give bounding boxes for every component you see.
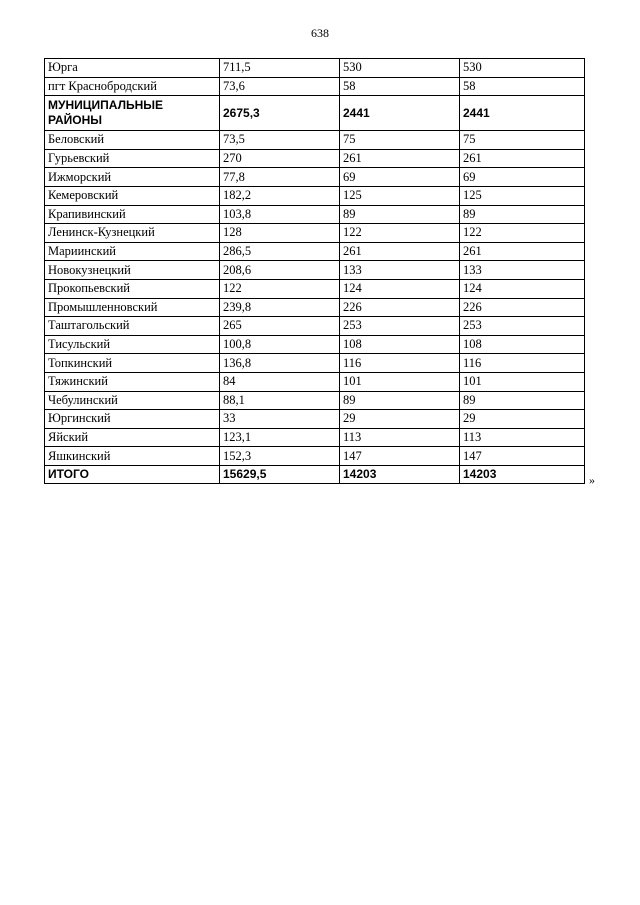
table-row (45, 186, 585, 205)
value-3-cell: 133 (460, 261, 585, 280)
region-name-cell: Мариинский (45, 242, 220, 261)
region-name-cell: Тисульский (45, 335, 220, 354)
value-1-cell: 208,6 (220, 261, 340, 280)
region-name-cell: Яйский (45, 428, 220, 447)
value-3-cell: 253 (460, 317, 585, 336)
value-1-cell: 15629,5 (220, 465, 340, 484)
value-2-cell: 261 (340, 149, 460, 168)
table-row (45, 410, 585, 429)
region-name-cell: Ижморский (45, 168, 220, 187)
table-row (45, 428, 585, 447)
value-3-cell: 226 (460, 298, 585, 317)
region-name-cell: Юргинский (45, 410, 220, 429)
region-name-cell: Гурьевский (45, 149, 220, 168)
value-3-cell: 113 (460, 428, 585, 447)
value-3-cell: 69 (460, 168, 585, 187)
table-row (45, 224, 585, 243)
page-number: 638 (311, 26, 329, 40)
value-2-cell: 89 (340, 391, 460, 410)
table-row (45, 131, 585, 150)
value-2-cell: 122 (340, 224, 460, 243)
value-1-cell: 2675,3 (220, 96, 340, 131)
table-row (45, 59, 585, 78)
value-2-cell: 101 (340, 372, 460, 391)
value-3-cell: 75 (460, 131, 585, 150)
value-2-cell: 125 (340, 186, 460, 205)
region-name-cell: Ленинск-Кузнецкий (45, 224, 220, 243)
value-2-cell: 147 (340, 447, 460, 466)
value-3-cell: 101 (460, 372, 585, 391)
total-label-cell: ИТОГО (45, 465, 220, 484)
value-1-cell: 182,2 (220, 186, 340, 205)
value-2-cell: 58 (340, 77, 460, 96)
table-row (45, 242, 585, 261)
value-2-cell: 226 (340, 298, 460, 317)
table-row (45, 168, 585, 187)
value-3-cell: 2441 (460, 96, 585, 131)
value-3-cell: 108 (460, 335, 585, 354)
value-1-cell: 33 (220, 410, 340, 429)
value-2-cell: 2441 (340, 96, 460, 131)
region-name-cell: Юрга (45, 59, 220, 78)
value-3-cell: 530 (460, 59, 585, 78)
region-name-cell: Крапивинский (45, 205, 220, 224)
region-name-cell: Беловский (45, 131, 220, 150)
value-3-cell: 116 (460, 354, 585, 373)
section-header-row (45, 96, 585, 131)
value-1-cell: 73,5 (220, 131, 340, 150)
value-2-cell: 530 (340, 59, 460, 78)
value-2-cell: 75 (340, 131, 460, 150)
region-name-cell: Тяжинский (45, 372, 220, 391)
region-name-cell: Чебулинский (45, 391, 220, 410)
table-row (45, 391, 585, 410)
value-1-cell: 84 (220, 372, 340, 391)
region-name-cell: Яшкинский (45, 447, 220, 466)
table-row (45, 372, 585, 391)
total-row (45, 465, 585, 484)
value-1-cell: 122 (220, 279, 340, 298)
value-1-cell: 88,1 (220, 391, 340, 410)
value-2-cell: 89 (340, 205, 460, 224)
value-1-cell: 73,6 (220, 77, 340, 96)
value-1-cell: 239,8 (220, 298, 340, 317)
value-2-cell: 14203 (340, 465, 460, 484)
table-body (45, 59, 585, 484)
closing-quote: » (589, 473, 595, 487)
value-3-cell: 124 (460, 279, 585, 298)
value-2-cell: 133 (340, 261, 460, 280)
value-2-cell: 261 (340, 242, 460, 261)
region-name-cell: Прокопьевский (45, 279, 220, 298)
value-3-cell: 125 (460, 186, 585, 205)
table-row (45, 298, 585, 317)
table-row (45, 317, 585, 336)
value-1-cell: 711,5 (220, 59, 340, 78)
value-1-cell: 265 (220, 317, 340, 336)
value-3-cell: 261 (460, 149, 585, 168)
value-3-cell: 58 (460, 77, 585, 96)
table-row (45, 279, 585, 298)
value-3-cell: 89 (460, 205, 585, 224)
value-1-cell: 136,8 (220, 354, 340, 373)
value-1-cell: 103,8 (220, 205, 340, 224)
value-1-cell: 270 (220, 149, 340, 168)
table-row (45, 447, 585, 466)
table-row (45, 77, 585, 96)
table-row (45, 149, 585, 168)
value-3-cell: 14203 (460, 465, 585, 484)
value-2-cell: 29 (340, 410, 460, 429)
value-1-cell: 123,1 (220, 428, 340, 447)
value-3-cell: 147 (460, 447, 585, 466)
region-name-cell: пгт Краснобродский (45, 77, 220, 96)
value-2-cell: 116 (340, 354, 460, 373)
table-row (45, 335, 585, 354)
region-name-cell: Кемеровский (45, 186, 220, 205)
table-row (45, 261, 585, 280)
value-1-cell: 128 (220, 224, 340, 243)
table-row (45, 354, 585, 373)
region-name-cell: Топкинский (45, 354, 220, 373)
value-1-cell: 77,8 (220, 168, 340, 187)
value-2-cell: 108 (340, 335, 460, 354)
value-2-cell: 113 (340, 428, 460, 447)
region-name-cell: Промышленновский (45, 298, 220, 317)
value-3-cell: 122 (460, 224, 585, 243)
value-2-cell: 69 (340, 168, 460, 187)
value-1-cell: 152,3 (220, 447, 340, 466)
data-table (44, 58, 585, 484)
table-row (45, 205, 585, 224)
section-name-cell: МУНИЦИПАЛЬНЫЕ РАЙОНЫ (45, 96, 220, 131)
value-1-cell: 286,5 (220, 242, 340, 261)
value-2-cell: 253 (340, 317, 460, 336)
value-3-cell: 89 (460, 391, 585, 410)
region-name-cell: Новокузнецкий (45, 261, 220, 280)
value-1-cell: 100,8 (220, 335, 340, 354)
value-3-cell: 29 (460, 410, 585, 429)
value-2-cell: 124 (340, 279, 460, 298)
region-name-cell: Таштагольский (45, 317, 220, 336)
value-3-cell: 261 (460, 242, 585, 261)
